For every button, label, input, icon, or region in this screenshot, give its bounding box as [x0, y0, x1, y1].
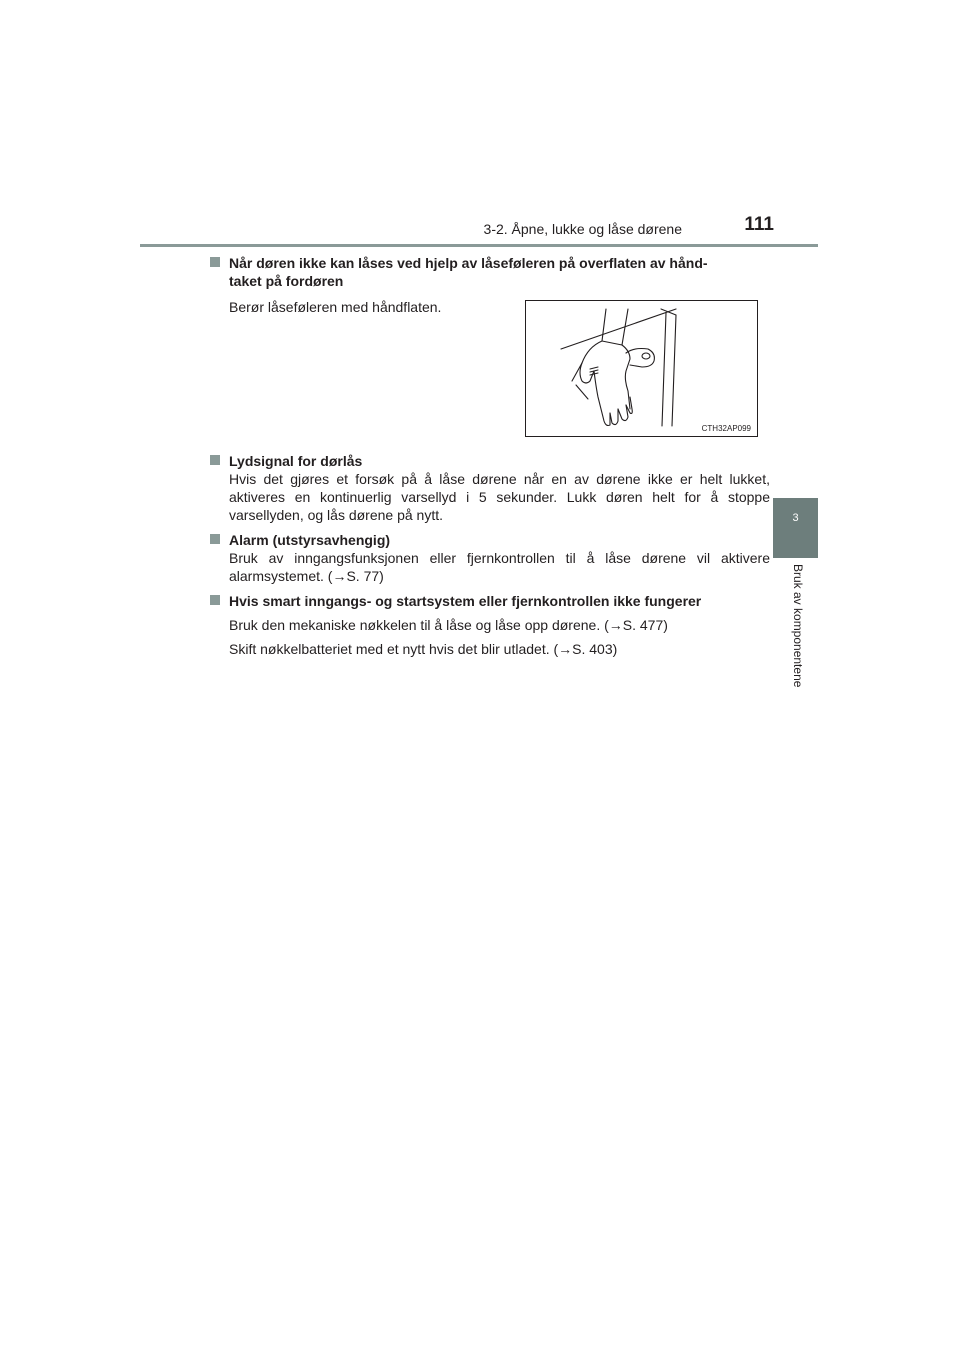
section-text-2: Skift nøkkelbatteriet med et nytt hvis det blir utladet. (→S. 403)	[229, 641, 618, 657]
section-heading	[210, 452, 770, 470]
section-lock-sensor-body	[210, 298, 510, 316]
section-lock-sensor	[210, 254, 770, 290]
heading-text: Alarm (utstyrsavhengig)	[229, 532, 391, 548]
chapter-title: Bruk av komponentene	[791, 564, 805, 688]
section-heading	[210, 592, 770, 610]
heading-text: Lydsignal for dørlås	[229, 453, 363, 469]
hand-on-door-handle-illustration	[526, 301, 757, 436]
heading-text: Hvis smart inngangs- og startsystem eller fjernkontrollen ikke fungerer	[229, 593, 702, 609]
section-heading	[210, 531, 770, 549]
bullet-square-icon	[210, 534, 220, 544]
figure-hand-on-handle	[525, 300, 758, 437]
section-text: Berør låseføleren med håndflaten.	[229, 299, 442, 315]
section-heading	[210, 254, 770, 290]
chapter-number: 3	[792, 512, 799, 524]
section-text-1: Bruk den mekaniske nøkkelen til å låse og låse opp dørene. (→S. 477)	[229, 617, 668, 633]
page-header	[140, 214, 818, 247]
section-text: Hvis det gjøres et forsøk på å låse dørene når en av dørene ikke er helt lukket, aktiveres en kontinuerlig varsellyd i 5 sekunder. Lukk døren helt for å stoppe varsellyden, og lås dørene på nytt.	[229, 471, 770, 523]
section-smart-entry-failure	[210, 592, 770, 658]
heading-line-1: Når døren ikke kan låses ved hjelp av låseføleren på overflaten av hånd-	[229, 255, 708, 271]
section-alarm	[210, 531, 770, 585]
bullet-square-icon	[210, 595, 220, 605]
heading-line-2: taket på fordøren	[229, 273, 344, 289]
bullet-square-icon	[210, 257, 220, 267]
chapter-tab	[773, 498, 818, 558]
section-door-lock-buzzer	[210, 452, 770, 524]
section-text: Bruk av inngangsfunksjonen eller fjernkontrollen til å låse dørene vil aktivere alarmsystemet. (→S. 77)	[229, 550, 770, 584]
section-title: 3-2. Åpne, lukke og låse dørene	[483, 221, 682, 237]
figure-code: CTH32AP099	[701, 424, 751, 433]
bullet-square-icon	[210, 455, 220, 465]
page-number: 111	[744, 214, 774, 235]
